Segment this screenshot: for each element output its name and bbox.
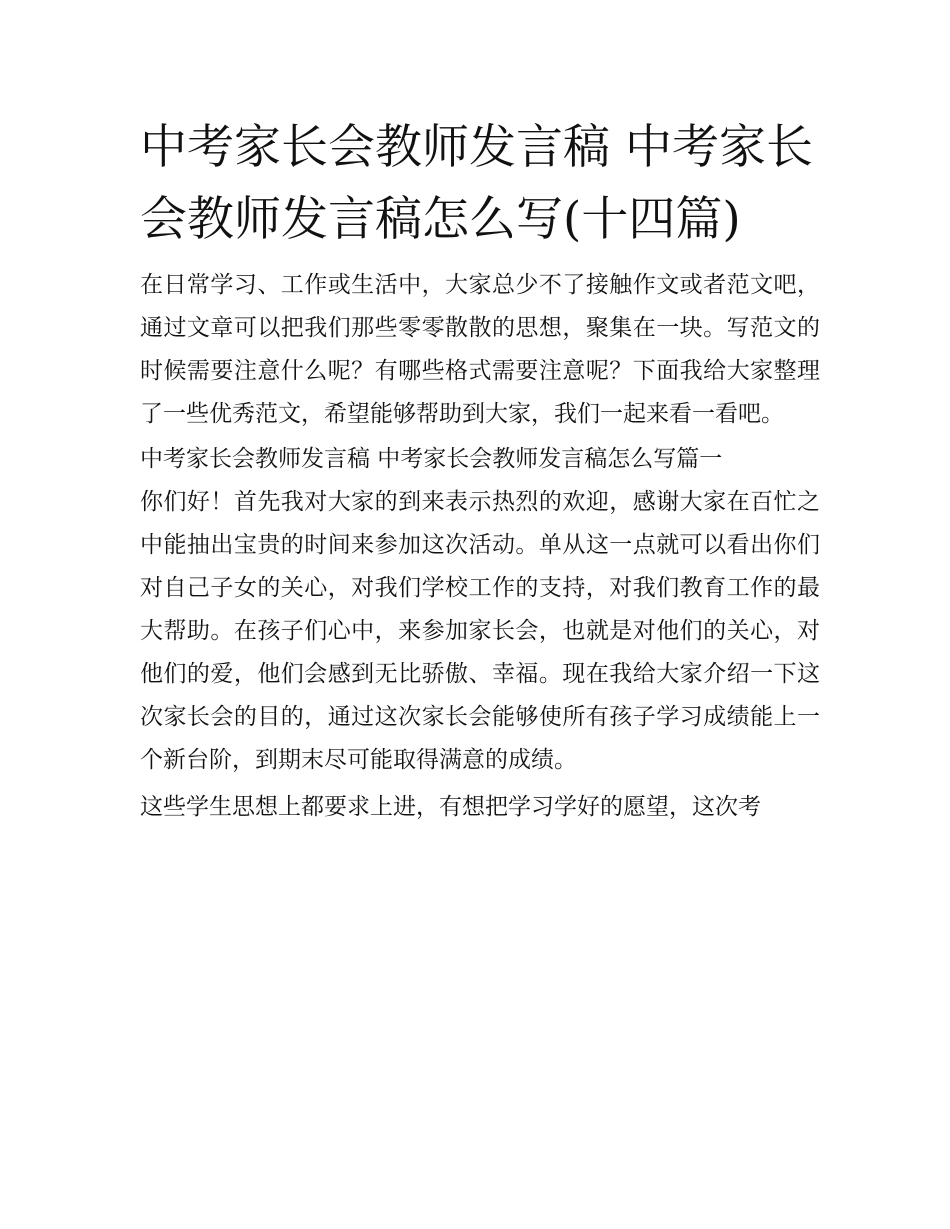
- document-body: [140, 112, 820, 829]
- intro-paragraph: 在日常学习、工作或生活中，大家总少不了接触作文或者范文吧，通过文章可以把我们那些零零散散的思想，聚集在一块。写范文的时候需要注意什么呢？有哪些格式需要注意呢？下面我给大家整理了一些优秀范文，希望能够帮助到大家，我们一起来看一看吧。: [140, 272, 820, 427]
- document-title: 中考家长会教师发言稿 中考家长会教师发言稿怎么写(十四篇): [140, 120, 813, 247]
- body-paragraph: 你们好！首先我对大家的到来表示热烈的欢迎，感谢大家在百忙之中能抽出宝贵的时间来参加这次活动。单从这一点就可以看出你们对自己子女的关心，对我们学校工作的支持，对我们教育工作的最大帮助。在孩子们心中，来参加家长会，也就是对他们的关心，对他们的爱，他们会感到无比骄傲、幸福。现在我给大家介绍一下这次家长会的目的，通过这次家长会能够使所有孩子学习成绩能上一个新台阶，到期末尽可能取得满意的成绩。: [140, 489, 820, 773]
- body-paragraph: 这些学生思想上都要求上进，有想把学习学好的愿望，这次考: [140, 794, 761, 820]
- section-heading: 中考家长会教师发言稿 中考家长会教师发言稿怎么写篇一: [140, 446, 723, 472]
